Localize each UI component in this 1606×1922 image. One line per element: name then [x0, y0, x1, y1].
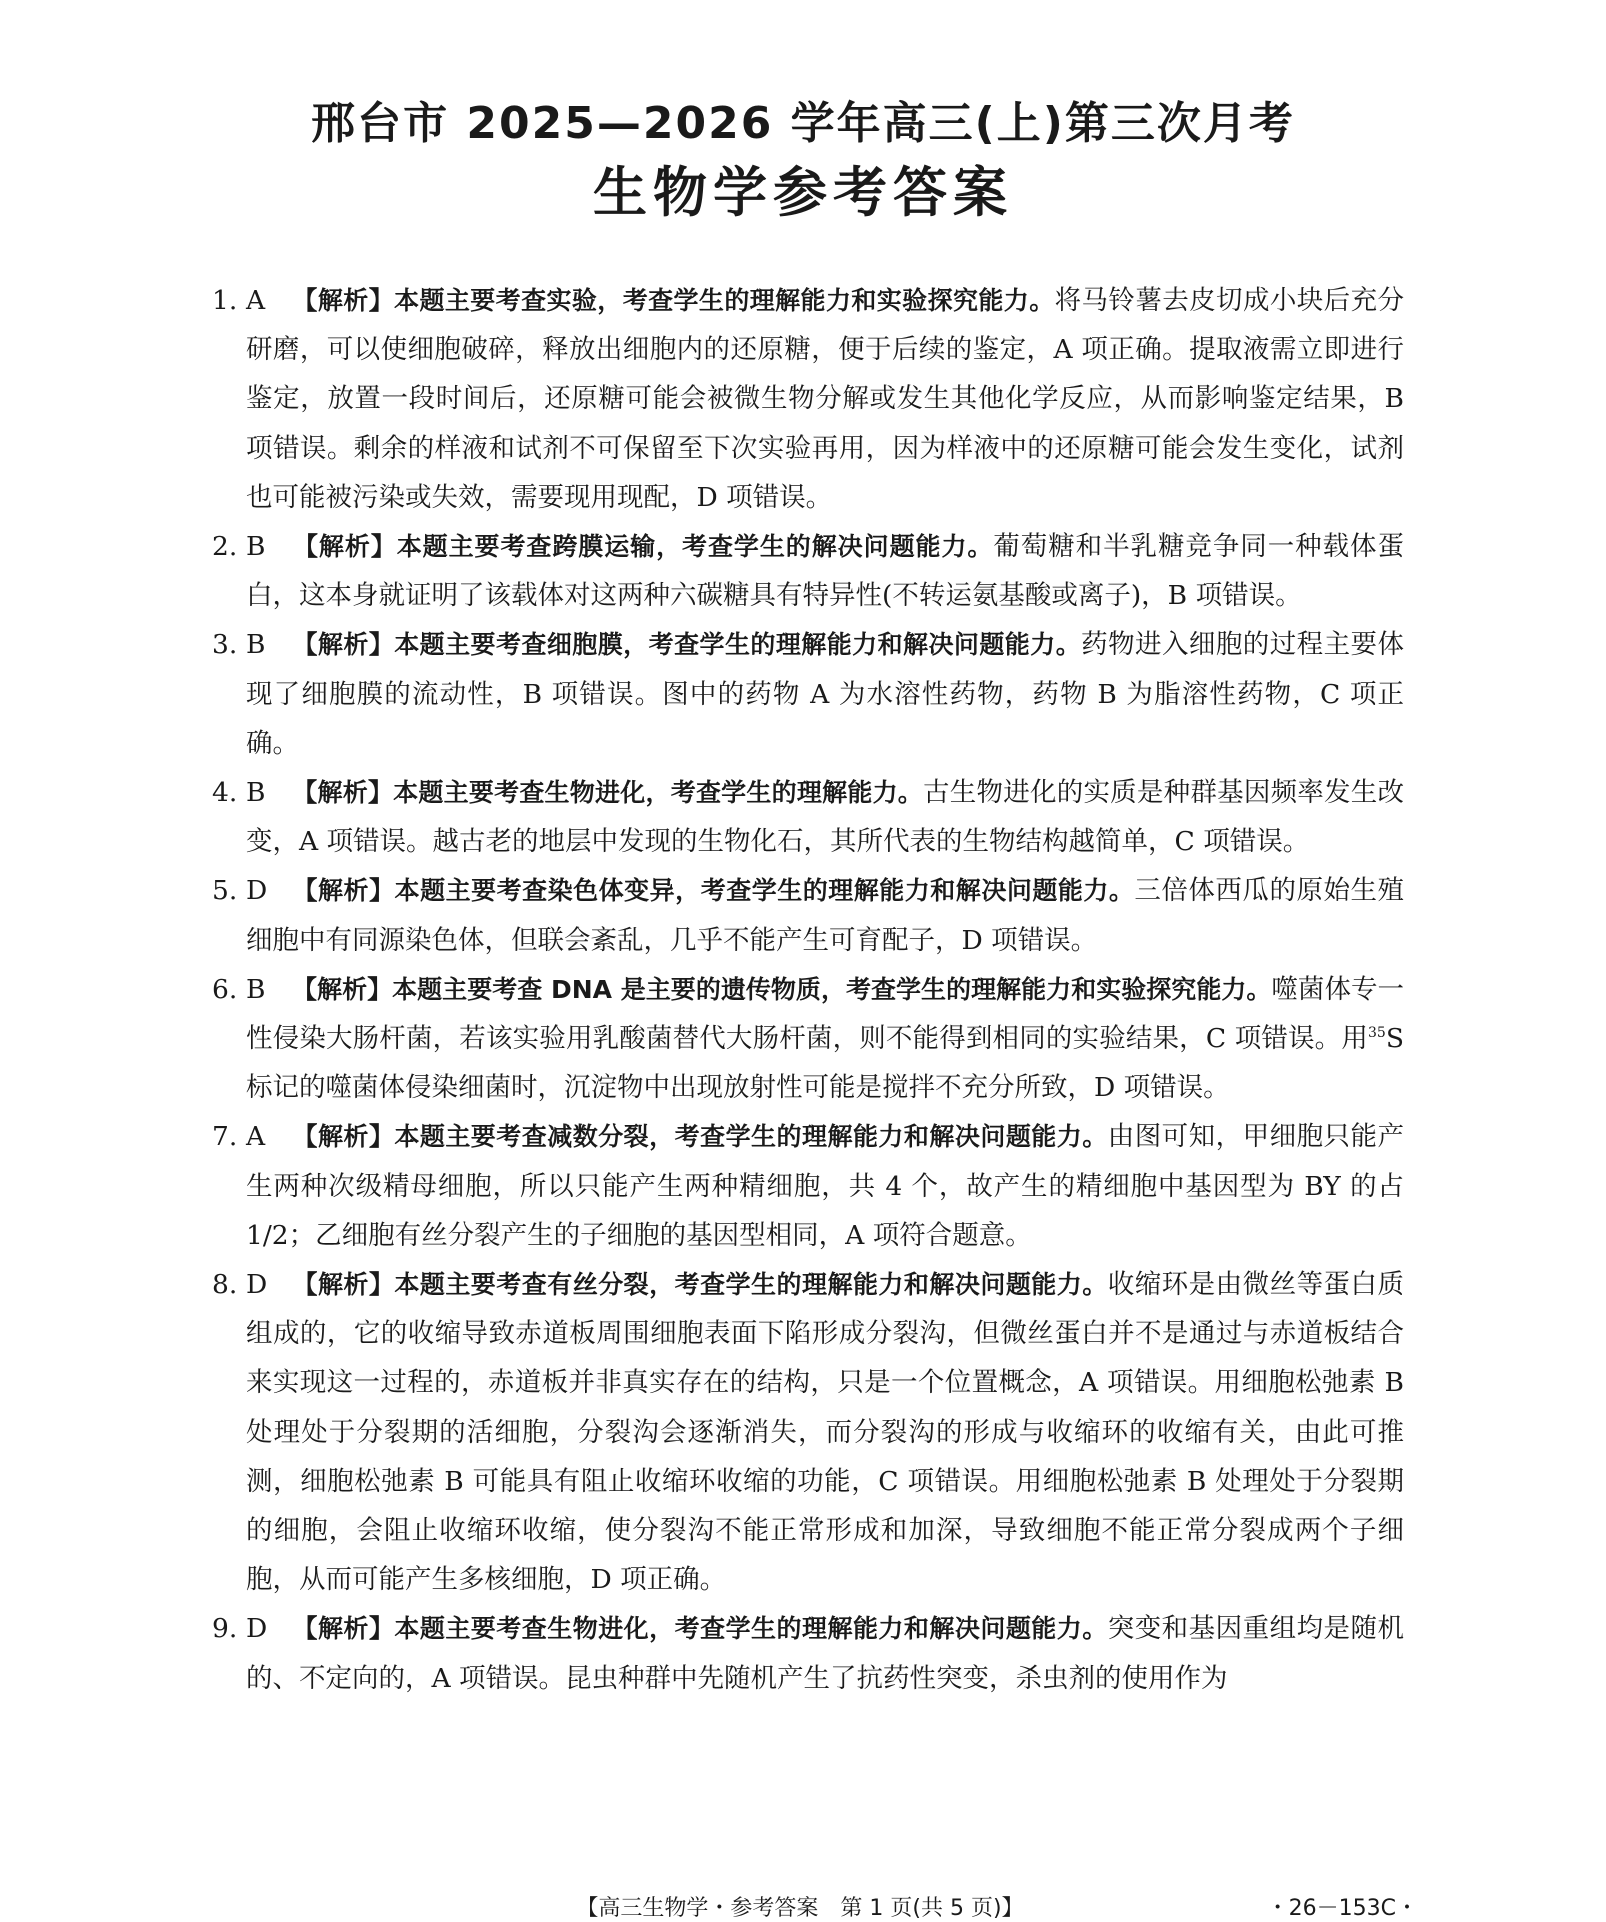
- question-number: 5.: [212, 875, 238, 907]
- question-number: 3.: [212, 629, 238, 661]
- question-number: 2.: [212, 531, 238, 563]
- answer-choice: B: [246, 629, 266, 661]
- analysis-heading: 【解析】本题主要考查生物进化，考查学生的理解能力和解决问题能力。: [292, 1614, 1108, 1644]
- question-number: 6.: [212, 973, 238, 1005]
- answer-choice: B: [246, 531, 266, 563]
- analysis-heading: 【解析】本题主要考查有丝分裂，考查学生的理解能力和解决问题能力。: [292, 1270, 1108, 1300]
- question-number: 9.: [212, 1613, 238, 1645]
- answer-choice: A: [246, 285, 266, 316]
- answer-choice: D: [246, 1269, 268, 1301]
- answer-choice: B: [246, 973, 266, 1005]
- answer-item-8: [212, 1260, 1404, 1604]
- analysis-text: 三倍体西瓜的原始生殖细胞中有同源染色体，但联会紊乱，几乎不能产生可育配子，D 项错误。: [246, 875, 1404, 956]
- isotope-superscript: 35: [1368, 1025, 1386, 1042]
- analysis-text: 噬菌体专一性侵染大肠杆菌，若该实验用乳酸菌替代大肠杆菌，则不能得到相同的实验结果，C 项错误。用: [246, 973, 1405, 1055]
- analysis-heading: 【解析】本题主要考查细胞膜，考查学生的理解能力和解决问题能力。: [292, 630, 1082, 660]
- answer-item-7: [212, 1112, 1404, 1260]
- question-number: 4.: [212, 777, 238, 809]
- answer-choice: D: [246, 1613, 268, 1645]
- analysis-heading: 【解析】本题主要考查生物进化，考查学生的理解能力。: [292, 778, 924, 808]
- answer-list: [212, 276, 1404, 1703]
- analysis-text: 将马铃薯去皮切成小块后充分研磨，可以使细胞破碎，释放出细胞内的还原糖，便于后续的鉴定，A 项正确。提取液需立即进行鉴定，放置一段时间后，还原糖可能会被微生物分解或发生其他化学反应，从而影响鉴定结果，B 项错误。剩余的样液和试剂不可保留至下次实验再用，因为样液中的还原糖可能会发生变化，试剂也可能被污染或失效，需要现用现配，D 项错误。: [246, 285, 1404, 513]
- analysis-text: 由图可知，甲细胞只能产生两种次级精母细胞，所以只能产生两种精细胞，共 4 个，故产生的精细胞中基因型为 BY 的占 1/2；乙细胞有丝分裂产生的子细胞的基因型相同，A 项符合题意。: [246, 1121, 1404, 1251]
- analysis-heading: 【解析】本题主要考查实验，考查学生的理解能力和实验探究能力。: [292, 286, 1055, 315]
- analysis-heading: 【解析】本题主要考查跨膜运输，考查学生的解决问题能力。: [292, 532, 994, 562]
- footer-paper-code: ・26－153C・: [1266, 1896, 1418, 1921]
- answer-key-subtitle: 生物学参考答案: [593, 161, 1013, 224]
- analysis-heading: 【解析】本题主要考查减数分裂，考查学生的理解能力和解决问题能力。: [292, 1122, 1108, 1152]
- analysis-text: 古生物进化的实质是种群基因频率发生改变，A 项错误。越古老的地层中发现的生物化石，其所代表的生物结构越简单，C 项错误。: [246, 777, 1404, 858]
- answer-choice: A: [246, 1121, 266, 1153]
- analysis-heading: 【解析】本题主要考查染色体变异，考查学生的理解能力和解决问题能力。: [292, 876, 1135, 906]
- footer-page-info: 【高三生物学・参考答案 第 1 页(共 5 页)】: [576, 1896, 1024, 1921]
- question-number: 1.: [212, 285, 238, 316]
- analysis-text: 收缩环是由微丝等蛋白质组成的，它的收缩导致赤道板周围细胞表面下陷形成分裂沟，但微丝蛋白并不是通过与赤道板结合来实现这一过程的，赤道板并非真实存在的结构，只是一个位置概念，A 项错误。用细胞松弛素 B 处理处于分裂期的活细胞，分裂沟会逐渐消失，而分裂沟的形成与收缩环的收缩有关，由此可推测，细胞松弛素 B 可能具有阻止收缩环收缩的功能，C 项错误。用细胞松弛素 B 处理处于分裂期的细胞，会阻止收缩环收缩，使分裂沟不能正常形成和加深，导致细胞不能正常分裂成两个子细胞，从而可能产生多核细胞，D 项正确。: [246, 1269, 1404, 1596]
- analysis-heading: 【解析】本题主要考查 DNA 是主要的遗传物质，考查学生的理解能力和实验探究能力。: [292, 974, 1272, 1004]
- analysis-text: 葡萄糖和半乳糖竞争同一种载体蛋白，这本身就证明了该载体对这两种六碳糖具有特异性(不转运氨基酸或离子)，B 项错误。: [246, 531, 1404, 612]
- analysis-text: 突变和基因重组均是随机的、不定向的，A 项错误。昆虫种群中先随机产生了抗药性突变，杀虫剂的使用作为: [246, 1613, 1404, 1694]
- answer-item-9: [212, 1604, 1404, 1702]
- answer-item-6: [212, 965, 1404, 1113]
- answer-item-5: [212, 866, 1404, 964]
- exam-title: 邢台市 2025—2026 学年高三(上)第三次月考: [311, 98, 1295, 149]
- answer-item-2: [212, 522, 1404, 620]
- answer-choice: D: [246, 875, 268, 907]
- question-number: 7.: [212, 1121, 238, 1153]
- answer-item-4: [212, 768, 1404, 866]
- answer-item-1: [212, 276, 1404, 522]
- answer-item-3: [212, 620, 1404, 768]
- answer-choice: B: [246, 777, 266, 809]
- question-number: 8.: [212, 1269, 238, 1301]
- analysis-text: 药物进入细胞的过程主要体现了细胞膜的流动性，B 项错误。图中的药物 A 为水溶性药物，药物 B 为脂溶性药物，C 项正确。: [246, 629, 1404, 759]
- analysis-text-continued: S 标记的噬菌体侵染细菌时，沉淀物中出现放射性可能是搅拌不充分所致，D 项错误。: [246, 1023, 1404, 1104]
